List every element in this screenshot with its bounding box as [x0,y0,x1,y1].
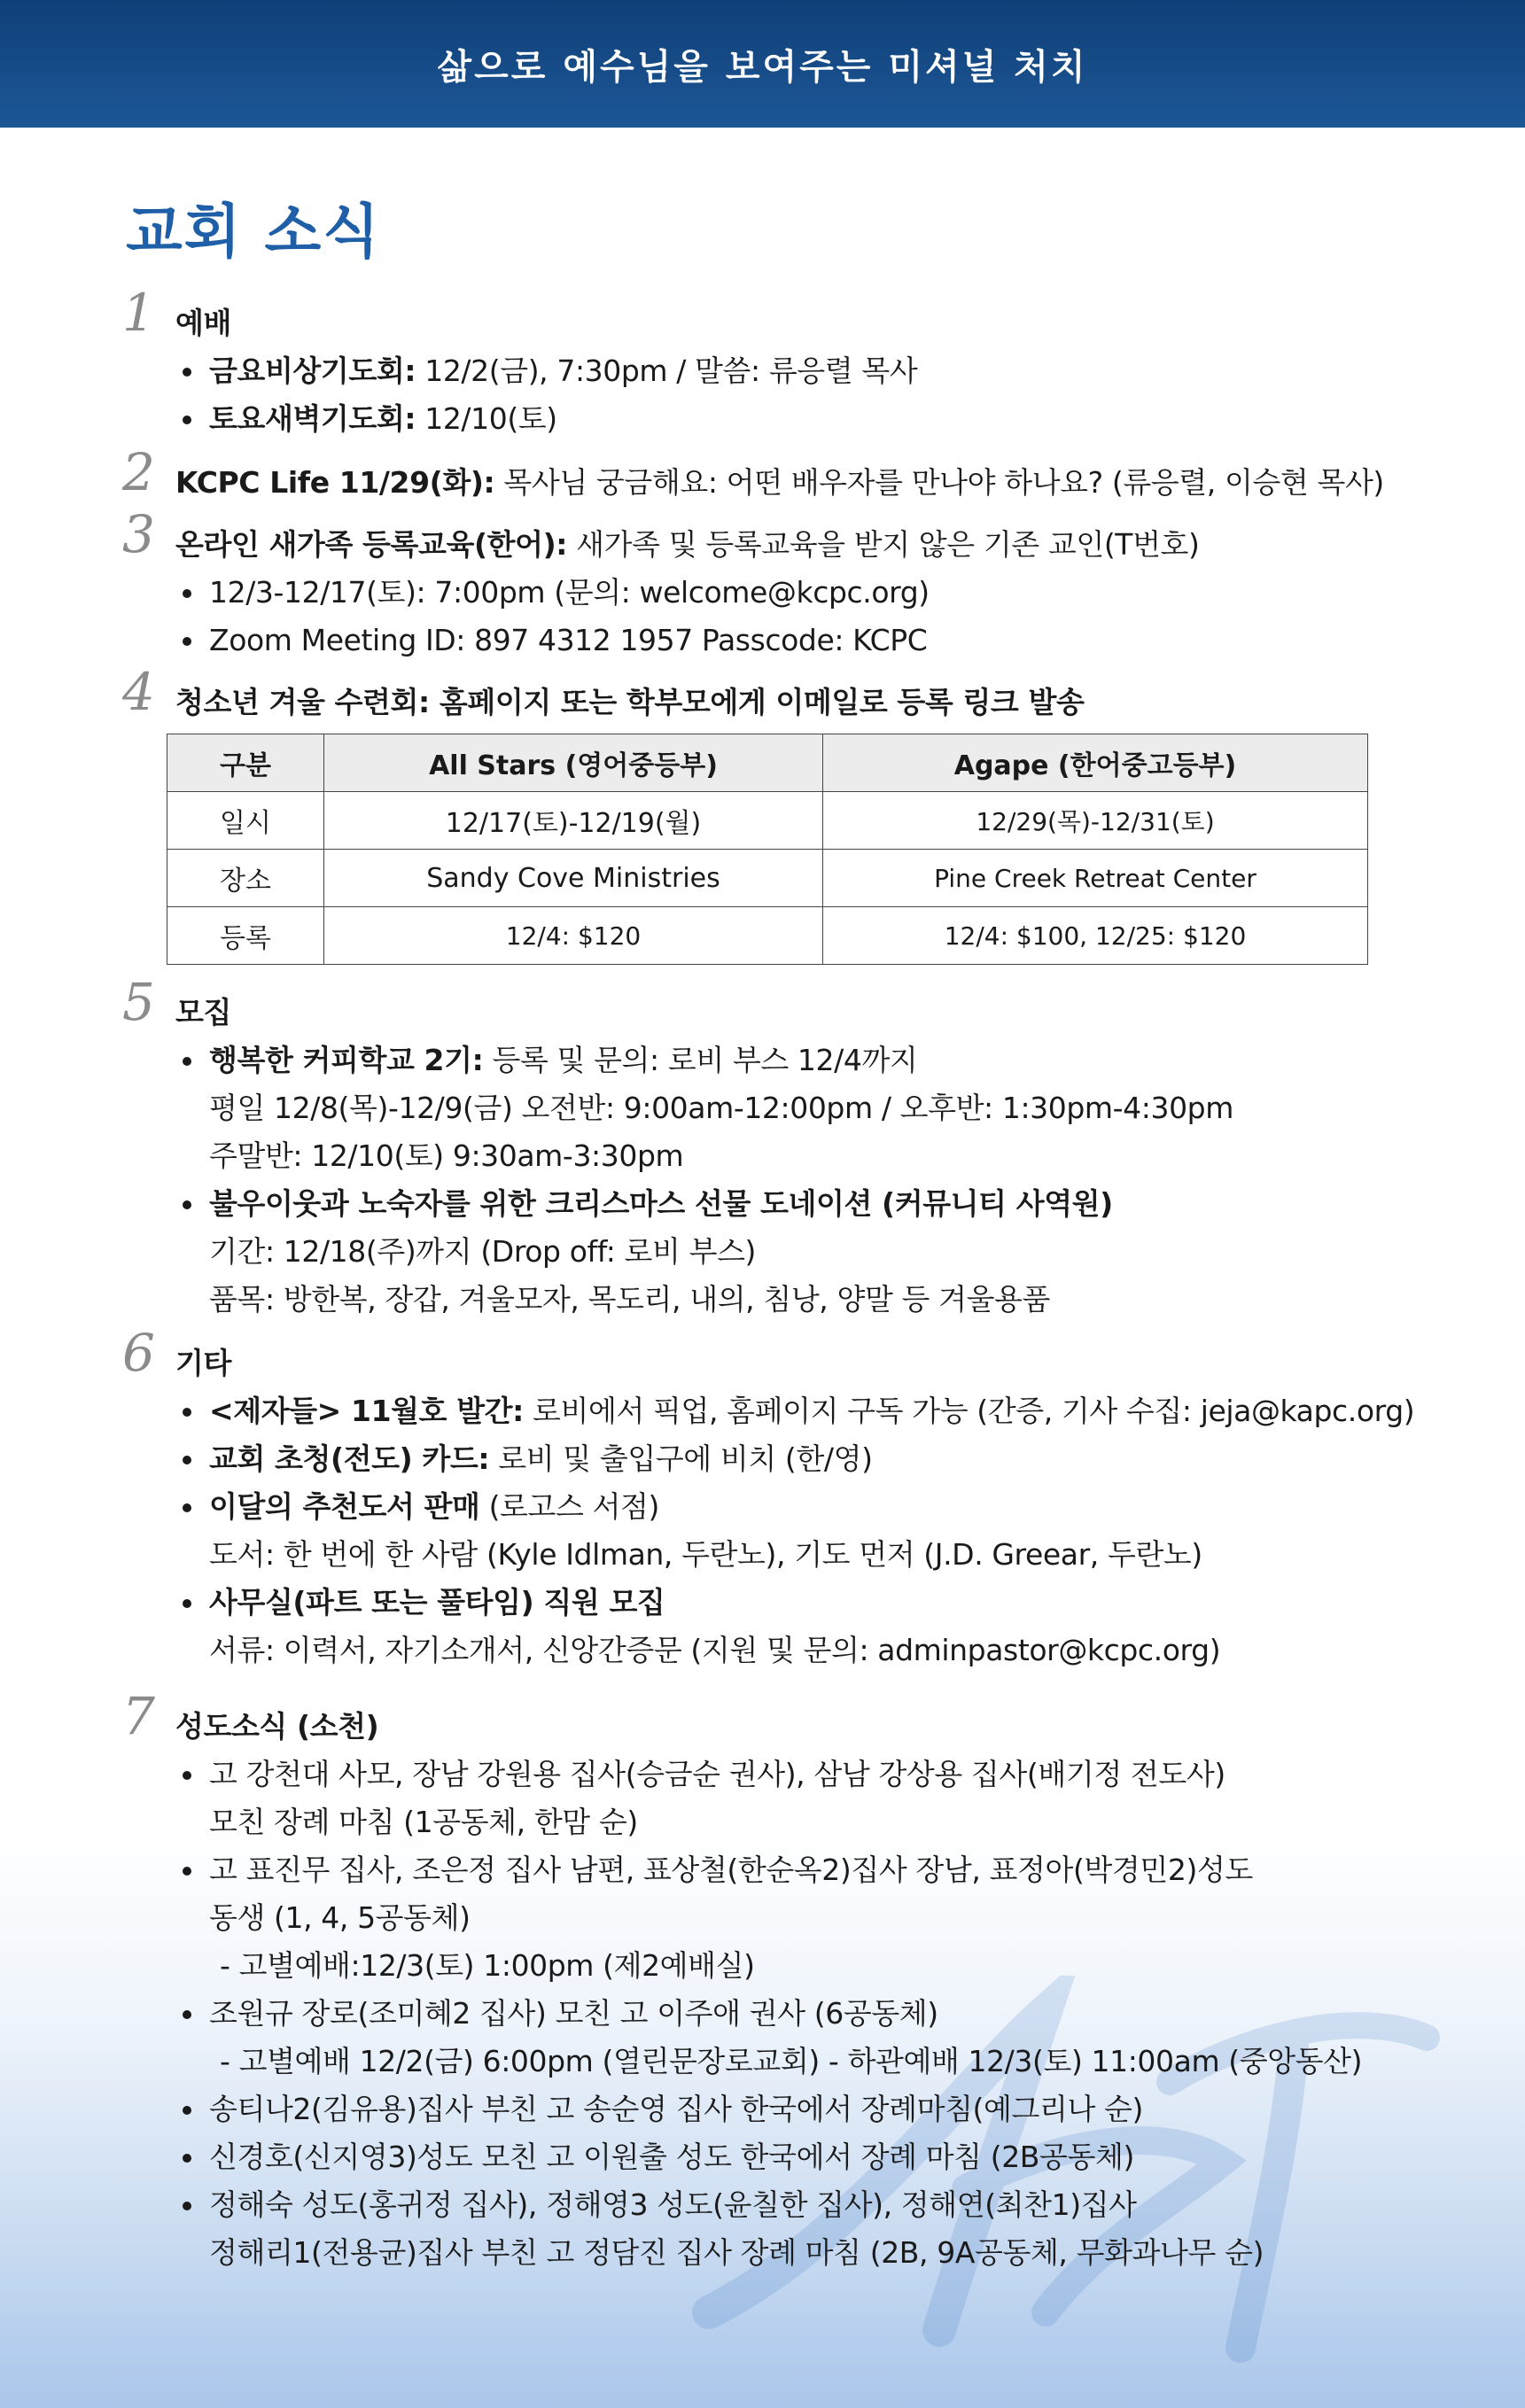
list-item-detail: 기간: 12/18(주)까지 (Drop off: 로비 부스) [209,1234,757,1269]
section-number: 3 [122,504,155,564]
table-cell: 일시 [167,792,324,850]
table-header: All Stars (영어중등부) [324,734,823,792]
list-item: 교회 초청(전도) 카드: 로비 및 출입구에 비치 (한/영) [175,1435,1416,1483]
list-item-detail: 서류: 이력서, 자기소개서, 신앙간증문 (지원 및 문의: adminpastor@kcpc.org) [209,1633,1221,1667]
section-title: 모집 [175,995,231,1029]
list-item: <제자들> 11월호 발간: 로비에서 픽업, 홈페이지 구독 가능 (간증, 기사 수집: jeja@kapc.org) [175,1387,1416,1435]
table-row [167,907,1368,965]
list-item-detail: 동생 (1, 4, 5공동체) [209,1900,471,1935]
table-cell: 등록 [167,907,324,965]
section-line: KCPC Life 11/29(화): 목사님 궁금해요: 어떤 배우자를 만나야 하나요? (류응렬, 이승현 목사) [175,465,1384,500]
section-title: 예배 [175,306,231,340]
section-number: 4 [122,662,155,722]
list-item: 행복한 커피학교 2기: 등록 및 문의: 로비 부스 12/4까지 [175,1037,1416,1084]
section-number: 7 [122,1686,155,1746]
table-row [167,792,1368,850]
header-banner [0,0,1525,128]
table-cell: Sandy Cove Ministries [324,850,823,907]
list-item: 금요비상기도회: 12/2(금), 7:30pm / 말씀: 류응렬 목사 [175,347,1416,395]
section-title: 기타 [175,1346,231,1380]
list-item-subdetail: - 고별예배 12/2(금) 6:00pm (열린문장로교회) - 하관예배 12/3(토) 11:00am (중앙동산) [220,2044,1363,2078]
list-item: 정해숙 성도(홍귀정 집사), 정해영3 성도(윤칠한 집사), 정해연(최찬1)집사 [175,2181,1416,2229]
table-cell: 12/4: $120 [324,907,823,965]
table-cell: 12/17(토)-12/19(월) [324,792,823,850]
list-item: 송티나2(김유용)집사 부친 고 송순영 집사 한국에서 장례마침(예그리나 순) [175,2086,1416,2133]
list-item: 신경호(신지영3)성도 모친 고 이원출 성도 한국에서 장례 마침 (2B공동체) [175,2133,1416,2181]
list-item: 토요새벽기도회: 12/10(토) [175,395,1416,443]
list-item: Zoom Meeting ID: 897 4312 1957 Passcode: KCPC [175,617,1416,664]
list-item: 12/3-12/17(토): 7:00pm (문의: welcome@kcpc.org) [175,569,1416,617]
list-item: 사무실(파트 또는 풀타임) 직원 모집 [175,1579,1416,1627]
table-cell: 12/4: $100, 12/25: $120 [822,907,1367,965]
retreat-table [167,734,1368,965]
list-item-subdetail: - 고별예배:12/3(토) 1:00pm (제2예배실) [220,1948,755,1983]
list-item: 고 표진무 집사, 조은정 집사 남편, 표상철(한순옥2)집사 장남, 표정아(박경민2)성도 [175,1846,1416,1894]
table-cell: Pine Creek Retreat Center [822,850,1367,907]
table-cell: 12/29(목)-12/31(토) [822,792,1367,850]
list-item-detail: 평일 12/8(목)-12/9(금) 오전반: 9:00am-12:00pm / 오후반: 1:30pm-4:30pm [209,1091,1233,1125]
section-number: 1 [122,283,155,343]
list-item: 조원규 장로(조미혜2 집사) 모친 고 이주애 권사 (6공동체) [175,1990,1416,2038]
section-number: 6 [122,1323,155,1383]
list-item-detail: 모친 장례 마침 (1공동체, 한맘 순) [209,1805,638,1839]
section-title: 성도소식 (소천) [175,1709,379,1744]
list-item-detail: 도서: 한 번에 한 사람 (Kyle Idlman, 두란노), 기도 먼저 (J.D. Greear, 두란노) [209,1537,1202,1572]
list-item: 고 강천대 사모, 장남 강원용 집사(승금순 권사), 삼남 강상용 집사(배기정 전도사) [175,1751,1416,1798]
table-row [167,850,1368,907]
list-item-detail: 정해리1(전용균)집사 부친 고 정담진 집사 장례 마침 (2B, 9A공동체, 무화과나무 순) [209,2235,1264,2270]
banner-text: 삶으로 예수님을 보여주는 미셔널 처치 [437,46,1088,88]
list-item: 불우이웃과 노숙자를 위한 크리스마스 선물 도네이션 (커뮤니티 사역원) [175,1180,1416,1228]
section-title: 청소년 겨울 수련회: 홈페이지 또는 학부모에게 이메일로 등록 링크 발송 [175,685,1085,719]
list-item-detail: 주말반: 12/10(토) 9:30am-3:30pm [209,1138,684,1173]
table-header: 구분 [167,734,324,792]
table-header-row [167,734,1368,792]
list-item: 이달의 추천도서 판매 (로고스 서점) [175,1483,1416,1531]
page-title: 교회 소식 [126,198,382,266]
section-number: 2 [122,442,155,502]
list-item-detail: 품목: 방한복, 장갑, 겨울모자, 목도리, 내의, 침낭, 양말 등 겨울용품 [209,1282,1051,1317]
section-number: 5 [122,972,155,1032]
table-cell: 장소 [167,850,324,907]
section-line: 온라인 새가족 등록교육(한어): 새가족 및 등록교육을 받지 않은 기존 교인(T번호) [175,527,1200,562]
table-header: Agape (한어중고등부) [822,734,1367,792]
